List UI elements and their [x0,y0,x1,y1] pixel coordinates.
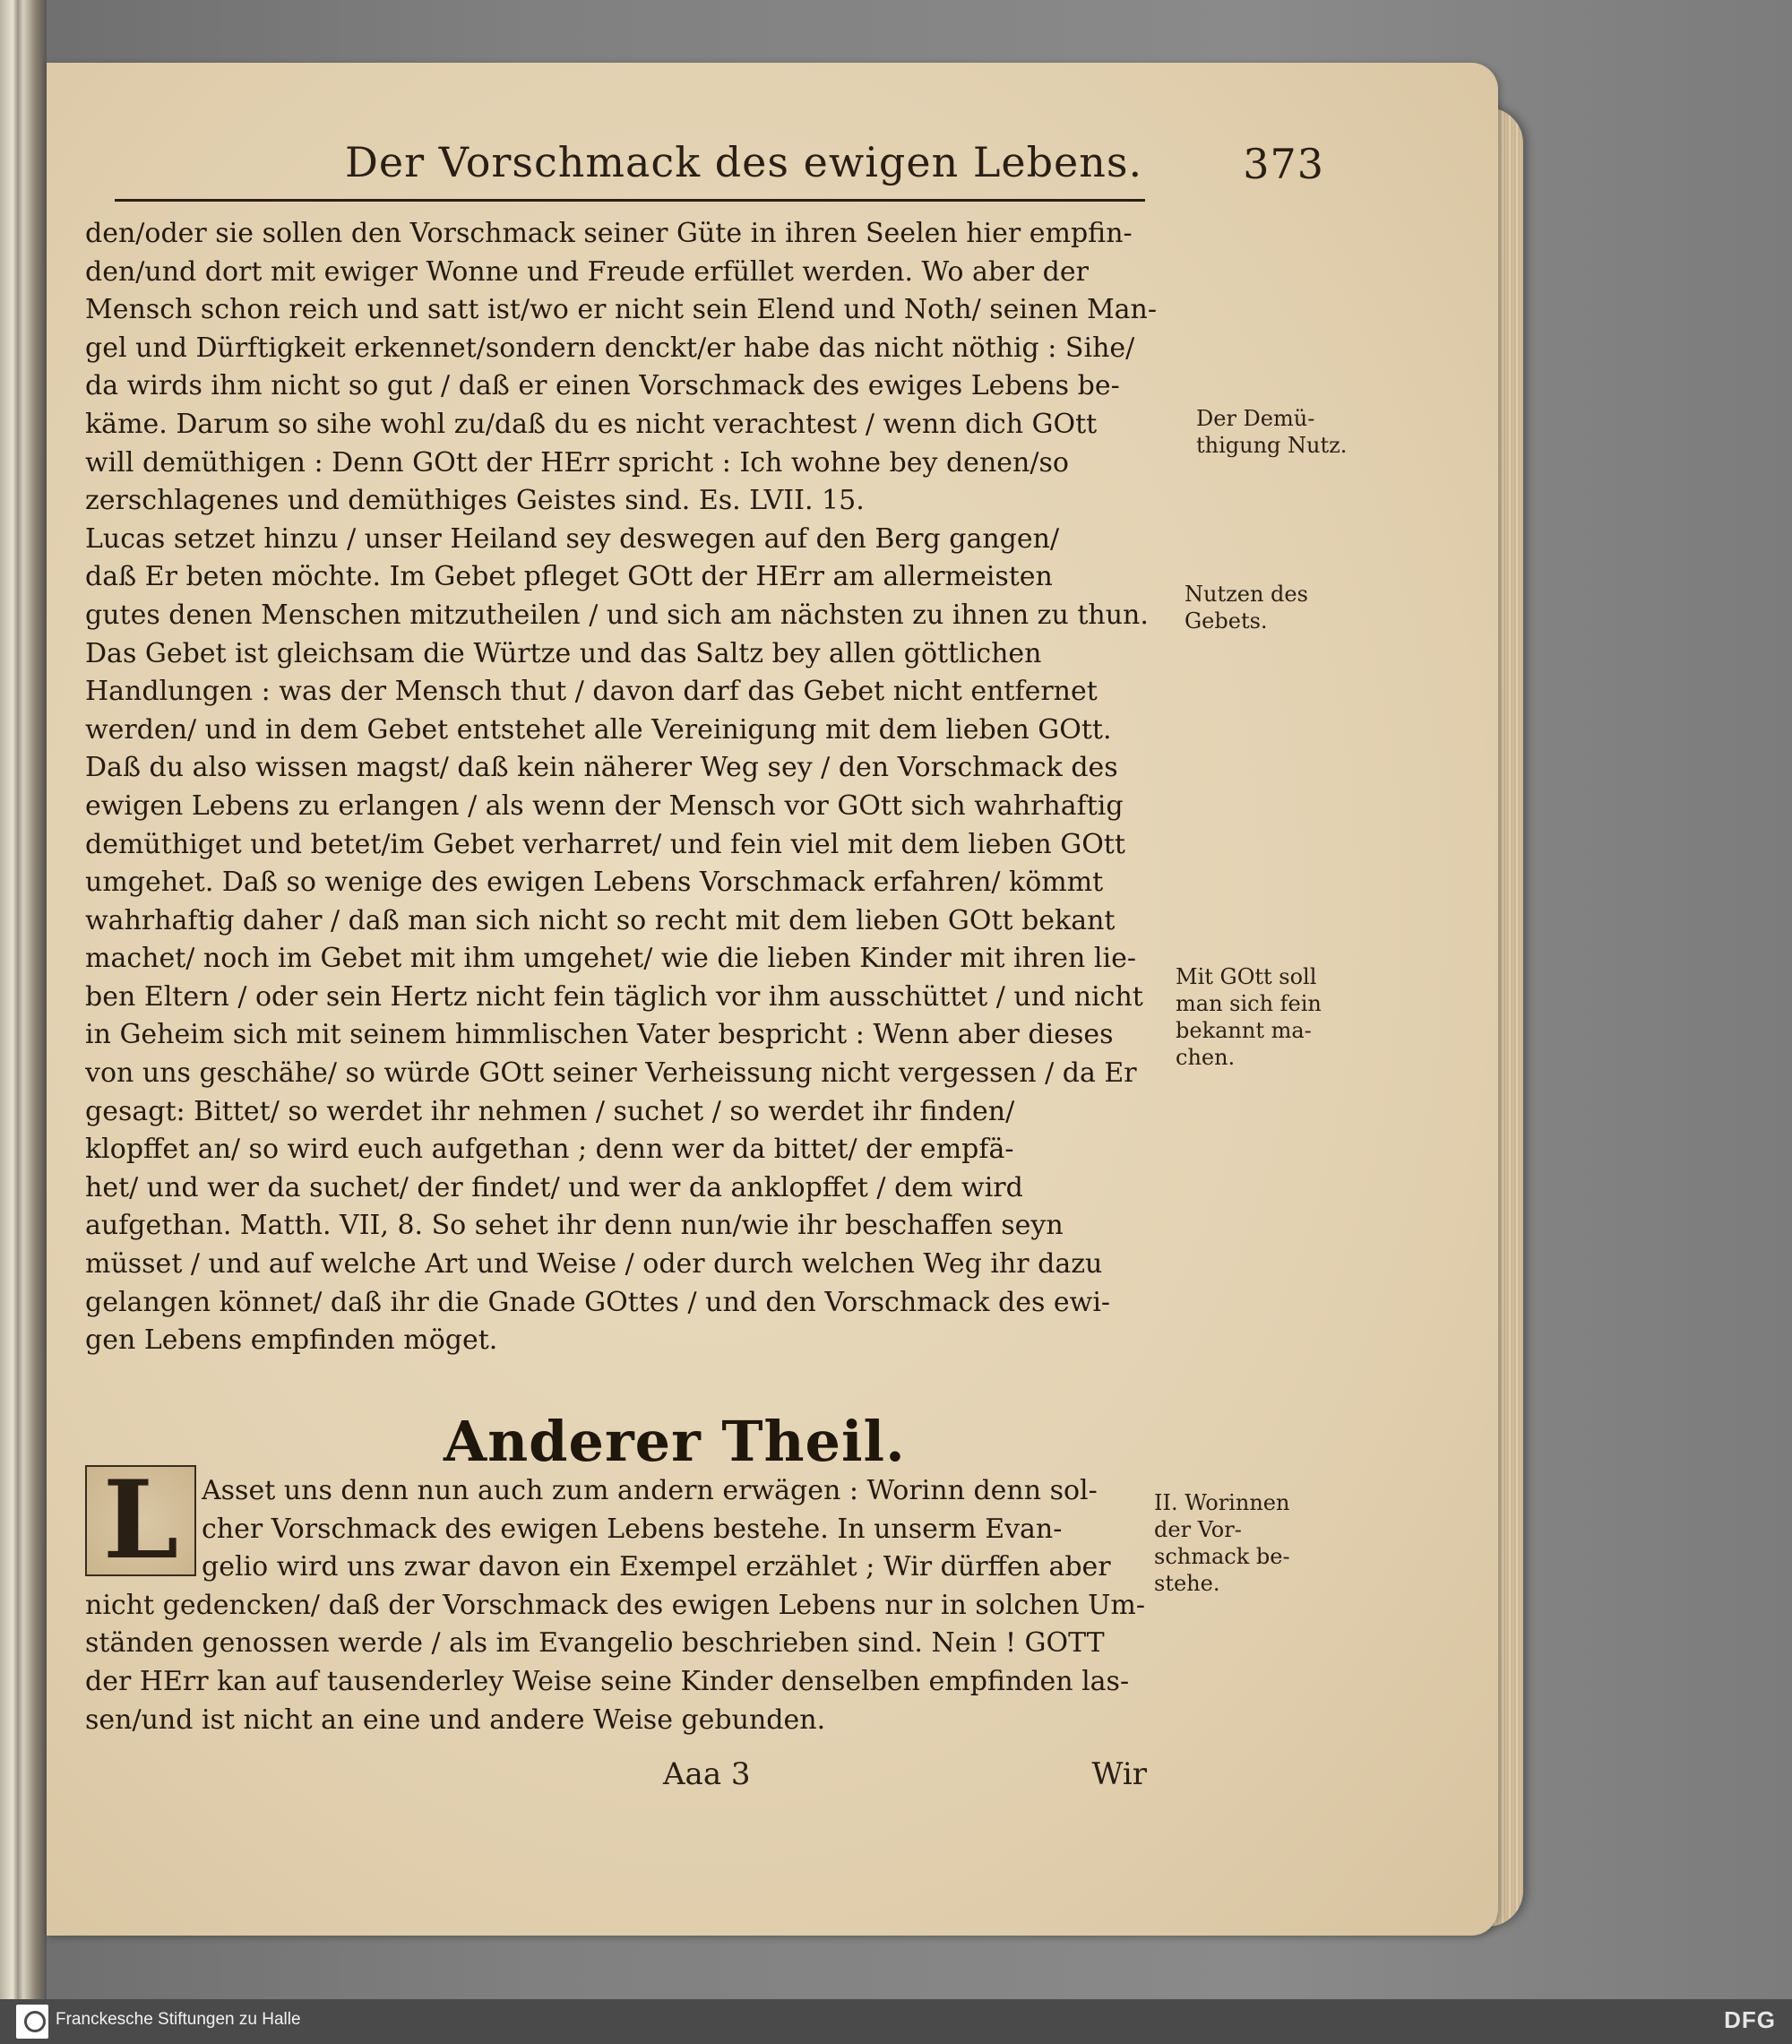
margin-note-1: Der Demü- thigung Nutz. [1196,406,1348,458]
text-line: machet/ noch im Gebet mit ihm umgehet/ wie die lieben Kinder mit ihren lie- [85,943,1136,975]
text-line: aufgethan. Matth. VII, 8. So sehet ihr denn nun/wie ihr beschaffen seyn [85,1210,1064,1242]
text-line: ständen genossen werde / als im Evangelio beschrieben sind. Nein ! GOTT [85,1627,1105,1660]
viewer-footer-bar [0,1999,1792,2044]
second-text-block [85,1472,1147,1739]
text-line: Das Gebet ist gleichsam die Würtze und das Saltz bey allen göttlichen [85,637,1042,669]
text-line: Mensch schon reich und satt ist/wo er nicht sein Elend und Noth/ seinen Man- [85,294,1158,326]
text-line: werden/ und in dem Gebet entstehet alle Vereinigung mit dem lieben GOtt. [85,713,1112,746]
text-line: het/ und wer da suchet/ der findet/ und wer da anklopffet / dem wird [85,1171,1023,1203]
text-line: Asset uns denn nun auch zum andern erwägen : Worinn denn sol- [202,1475,1098,1506]
text-line: gel und Dürftigkeit erkennet/sondern denckt/er habe das nicht nöthig : Sihe/ [85,332,1135,364]
text-line: ewigen Lebens zu erlangen / als wenn der Mensch vor GOtt sich wahrhaftig [85,789,1124,822]
text-line: Daß du also wissen magst/ daß kein näherer Weg sey / den Vorschmack des [85,752,1118,784]
text-line: ben Eltern / oder sein Hertz nicht fein täglich vor ihm ausschüttet / und nicht [85,980,1143,1013]
text-line: den/und dort mit ewiger Wonne und Freude erfüllet werden. Wo aber der [85,255,1089,288]
text-line: von uns geschähe/ so würde GOtt seiner Verheissung nicht vergessen / da Er [85,1057,1137,1090]
header-rule [115,199,1145,202]
text-line: gelio wird uns zwar davon ein Exempel erzählet ; Wir dürffen aber [202,1551,1111,1583]
section-title: Anderer Theil. [444,1409,906,1474]
text-line: gelangen könnet/ daß ihr die Gnade GOttes / und den Vorschmack des ewi- [85,1286,1111,1318]
institution-name[interactable]: Franckesche Stiftungen zu Halle [56,2010,301,2029]
text-line: müsset / und auf welche Art und Weise / oder durch welchen Weg ihr dazu [85,1248,1103,1281]
text-line: gen Lebens empfinden möget. [85,1324,498,1357]
text-line: da wirds ihm nicht so gut / daß er einen Vorschmack des ewiges Lebens be- [85,370,1120,402]
drop-cap-letter: L [85,1465,196,1576]
text-line: umgehet. Daß so wenige des ewigen Lebens Vorschmack erfahren/ kömmt [85,867,1104,899]
running-title: Der Vorschmack des ewigen Lebens. [345,138,1143,186]
main-text-block [85,215,1192,1360]
text-line: der HErr kan auf tausenderley Weise seine Kinder denselben empfinden las- [85,1665,1130,1697]
catchword: Wir [1091,1756,1147,1792]
running-header [296,138,1335,188]
text-line: demüthiget und betet/im Gebet verharret/ und fein viel mit dem lieben GOtt [85,828,1125,860]
margin-note-2: Nutzen des Gebets. [1185,582,1308,634]
text-line: gesagt: Bittet/ so werdet ihr nehmen / suchet / so werdet ihr finden/ [85,1095,1015,1127]
text-line: gutes denen Menschen mitzutheilen / und sich am nächsten zu ihnen zu thun. [85,599,1149,631]
text-line: cher Vorschmack des ewigen Lebens bestehe. In unserm Evan- [202,1513,1063,1545]
page-footer [663,1756,1147,1796]
text-line: will demüthigen : Denn GOtt der HErr spricht : Ich wohne bey denen/so [85,446,1069,479]
margin-note-3: Mit GOtt soll man sich fein bekannt ma- chen. [1176,964,1322,1070]
signature-mark: Aaa 3 [663,1756,751,1792]
text-line: nicht gedencken/ daß der Vorschmack des ewigen Lebens nur in solchen Um- [85,1589,1145,1621]
left-page-spine [0,0,47,1999]
text-line: Handlungen : was der Mensch thut / davon darf das Gebet nicht entfernet [85,676,1098,708]
margin-note-4: II. Worinnen der Vor- schmack be- stehe. [1154,1490,1290,1596]
text-line: klopffet an/ so wird euch aufgethan ; denn wer da bittet/ der empfä- [85,1134,1014,1166]
institution-logo-icon[interactable] [16,2005,48,2039]
text-line: sen/und ist nicht an eine und andere Weise gebunden. [85,1703,826,1736]
page-number: 373 [1243,140,1324,188]
text-line: wahrhaftig daher / daß man sich nicht so recht mit dem lieben GOtt bekant [85,904,1116,936]
text-line: Lucas setzet hinzu / unser Heiland sey deswegen auf den Berg gangen/ [85,522,1060,555]
text-line: daß Er beten möchte. Im Gebet pfleget GOtt der HErr am allermeisten [85,561,1053,593]
text-line: in Geheim sich mit seinem himmlischen Vater bespricht : Wenn aber dieses [85,1019,1114,1051]
dfg-logo[interactable]: DFG [1724,2006,1776,2033]
text-line: zerschlagenes und demüthiges Geistes sind. Es. LVII. 15. [85,485,865,517]
text-line: käme. Darum so sihe wohl zu/daß du es nicht verachtest / wenn dich GOtt [85,408,1098,440]
text-line: den/oder sie sollen den Vorschmack seiner Güte in ihren Seelen hier empfin- [85,218,1133,249]
